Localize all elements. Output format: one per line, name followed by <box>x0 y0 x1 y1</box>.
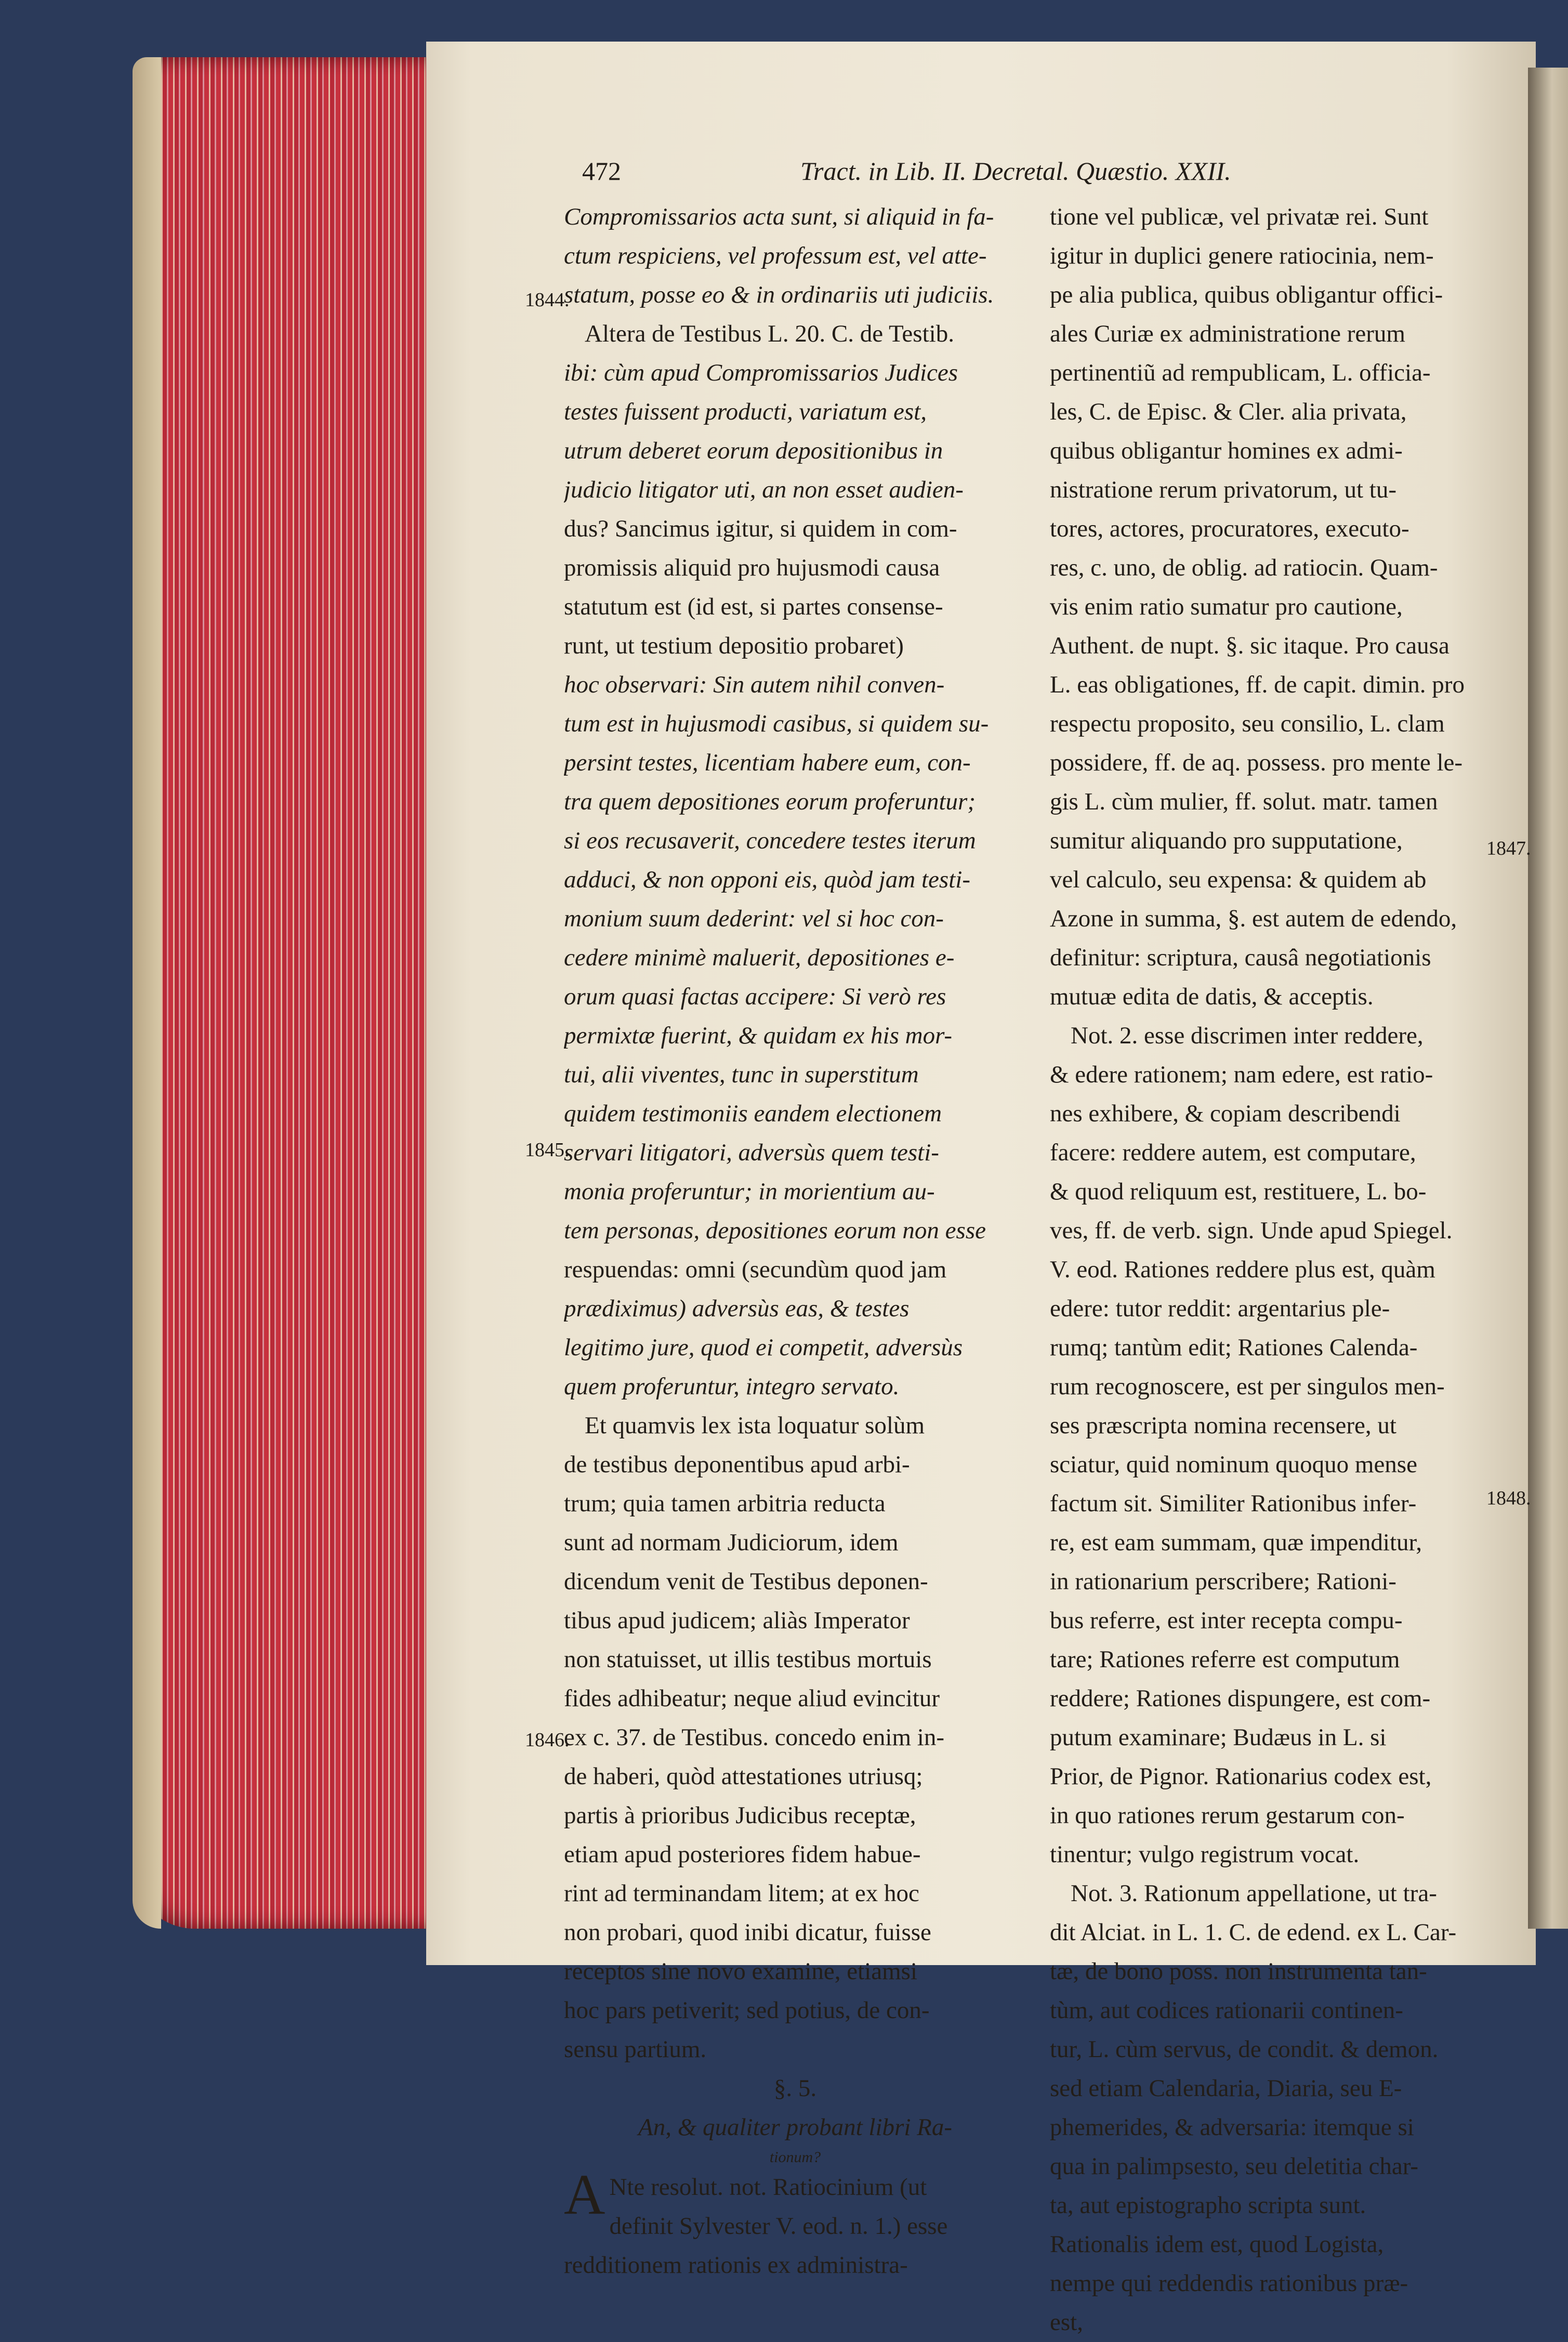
text-line: nes exhibere, & copiam describendi <box>1050 1100 1401 1127</box>
red-page-edges <box>133 57 442 1929</box>
text-line: rumq; tantùm edit; Rationes Calenda- <box>1050 1334 1418 1361</box>
text-line: de haberi, quòd attestationes utriusq; <box>564 1763 923 1790</box>
text-line: tui, alii viventes, tunc in superstitum <box>564 1061 919 1088</box>
text-line: edere: tutor reddit: argentarius ple- <box>1050 1295 1390 1322</box>
text-line: in rationarium perscribere; Rationi- <box>1050 1568 1396 1595</box>
text-line: vel calculo, seu expensa: & quidem ab <box>1050 866 1427 893</box>
page-number: 472 <box>582 156 621 186</box>
text-line: tum est in hujusmodi casibus, si quidem su- <box>564 710 989 737</box>
text-line: statutum est (id est, si partes consense- <box>564 593 943 620</box>
text-line: Prior, de Pignor. Rationarius codex est, <box>1050 1763 1432 1790</box>
text-line: utrum deberet eorum depositionibus in <box>564 437 943 464</box>
text-line: Altera de Testibus L. 20. C. de Testib. <box>585 320 954 347</box>
text-line: vis enim ratio sumatur pro cautione, <box>1050 593 1403 620</box>
text-line: Et quamvis lex ista loquatur solùm <box>585 1412 925 1439</box>
margin-number-1848: 1848. <box>1486 1487 1531 1509</box>
text-line: possidere, ff. de aq. possess. pro mente le- <box>1050 749 1463 776</box>
text-line: judicio litigator uti, an non esset audien- <box>564 476 964 503</box>
text-line: re, est eam summam, quæ impenditur, <box>1050 1529 1422 1556</box>
text-line: prædiximus) adversùs eas, & testes <box>564 1295 910 1322</box>
text-line: tare; Rationes referre est computum <box>1050 1646 1400 1673</box>
page-header <box>582 146 1330 192</box>
text-line: Not. 2. esse discrimen inter reddere, <box>1071 1022 1424 1049</box>
text-line: phemerides, & adversaria: itemque si <box>1050 2114 1414 2141</box>
text-line: tùm, aut codices rationarii continen- <box>1050 1997 1403 2024</box>
margin-number-1846: 1846. <box>525 1729 570 1751</box>
text-line: sensu partium. <box>564 2036 707 2063</box>
text-line: bus referre, est inter recepta compu- <box>1050 1607 1403 1634</box>
text-line: tæ, de bono poss. non instrumenta tan- <box>1050 1958 1427 1985</box>
text-line: factum sit. Similiter Rationibus infer- <box>1050 1490 1417 1517</box>
text-line: sumitur aliquando pro supputatione, <box>1050 827 1403 854</box>
text-line: orum quasi factas accipere: Si verò res <box>564 983 946 1010</box>
text-line: igitur in duplici genere ratiocinia, nem- <box>1050 242 1434 269</box>
text-line: tra quem depositiones eorum proferuntur; <box>564 788 976 815</box>
text-line: definit Sylvester V. eod. n. 1.) esse <box>609 2213 948 2240</box>
text-line: adduci, & non opponi eis, quòd jam testi- <box>564 866 970 893</box>
text-line: receptos sine novo examine, etiamsi <box>564 1958 917 1985</box>
margin-number-1847: 1847. <box>1486 838 1531 859</box>
text-line: ales Curiæ ex administratione rerum <box>1050 320 1405 347</box>
text-line: & edere rationem; nam edere, est ratio- <box>1050 1061 1433 1088</box>
text-line: hoc pars petiverit; sed potius, de con- <box>564 1997 930 2024</box>
text-line: monia proferuntur; in morientium au- <box>564 1178 935 1205</box>
text-line: Not. 3. Rationum appellatione, ut tra- <box>1071 1880 1437 1907</box>
book-spine-edge <box>133 57 161 1929</box>
text-line: permixtæ fuerint, & quidam ex his mor- <box>564 1022 953 1049</box>
text-line: dus? Sancimus igitur, si quidem in com- <box>564 515 957 542</box>
text-line: facere: reddere autem, est computare, <box>1050 1139 1416 1166</box>
text-line: sunt ad normam Judiciorum, idem <box>564 1529 899 1556</box>
text-line: trum; quia tamen arbitria reducta <box>564 1490 886 1517</box>
text-line: tione vel publicæ, vel privatæ rei. Sunt <box>1050 203 1429 230</box>
text-line: ex c. 37. de Testibus. concedo enim in- <box>564 1724 944 1751</box>
text-line: pe alia publica, quibus obligantur offici- <box>1050 281 1443 308</box>
section-heading: An, & qualiter probant libri Ra- <box>638 2114 953 2141</box>
text-line: tem personas, depositiones eorum non esse <box>564 1217 986 1244</box>
text-line: servari litigatori, adversùs quem testi- <box>564 1139 939 1166</box>
running-title: Tract. in Lib. II. Decretal. Quæstio. XXII. <box>800 156 1231 186</box>
text-line: monium suum dederint: vel si hoc con- <box>564 905 944 932</box>
facing-page-edge <box>1528 68 1568 1929</box>
margin-number-1844: 1844. <box>525 289 570 311</box>
text-line: fides adhibeatur; neque aliud evincitur <box>564 1685 940 1712</box>
text-line: dicendum venit de Testibus deponen- <box>564 1568 928 1595</box>
text-line: tinentur; vulgo registrum vocat. <box>1050 1841 1360 1868</box>
text-line: partis à prioribus Judicibus receptæ, <box>564 1802 916 1829</box>
text-line: mutuæ edita de datis, & acceptis. <box>1050 983 1374 1010</box>
text-line: nempe qui reddendis rationibus præ- <box>1050 2270 1408 2297</box>
text-line: cedere minimè maluerit, depositiones e- <box>564 944 955 971</box>
text-line: promissis aliquid pro hujusmodi causa <box>564 554 940 581</box>
text-line: sciatur, quid nominum quoquo mense <box>1050 1451 1417 1478</box>
text-line: si eos recusaverit, concedere testes iterum <box>564 827 976 854</box>
text-line: statum, posse eo & in ordinariis uti judiciis. <box>564 281 994 308</box>
left-column <box>564 198 1026 2285</box>
left-column-text <box>564 198 1026 2069</box>
text-line: etiam apud posteriores fidem habue- <box>564 1841 921 1868</box>
text-line: respuendas: omni (secundùm quod jam <box>564 1256 947 1283</box>
text-line: rint ad terminandam litem; at ex hoc <box>564 1880 919 1907</box>
text-line: V. eod. Rationes reddere plus est, quàm <box>1050 1256 1435 1283</box>
text-line: L. eas obligationes, ff. de capit. dimin. pro <box>1050 671 1465 698</box>
text-line: Compromissarios acta sunt, si aliquid in fa- <box>564 203 994 230</box>
text-line: ves, ff. de verb. sign. Unde apud Spiegel. <box>1050 1217 1453 1244</box>
text-line: quidem testimoniis eandem electionem <box>564 1100 942 1127</box>
text-line: res, c. uno, de oblig. ad ratiocin. Quam- <box>1050 554 1438 581</box>
text-line: testes fuissent producti, variatum est, <box>564 398 927 425</box>
text-line: quem proferuntur, integro servato. <box>564 1373 900 1400</box>
text-line: tores, actores, procuratores, executo- <box>1050 515 1409 542</box>
section-mark: §. 5. <box>773 2075 817 2102</box>
text-line: hoc observari: Sin autem nihil conven- <box>564 671 945 698</box>
right-column-text <box>1050 198 1481 2342</box>
text-line: Nte resolut. not. Ratiocinium (ut <box>609 2174 927 2201</box>
text-line: quibus obligantur homines ex admi- <box>1050 437 1403 464</box>
text-line: ses præscripta nomina recensere, ut <box>1050 1412 1396 1439</box>
text-line: runt, ut testium depositio probaret) <box>564 632 904 659</box>
margin-number-1845: 1845. <box>525 1139 570 1161</box>
text-line: qua in palimpsesto, seu deletitia char- <box>1050 2153 1419 2180</box>
text-line: non probari, quod inibi dicatur, fuisse <box>564 1919 931 1946</box>
text-line: gis L. cùm mulier, ff. solut. matr. tamen <box>1050 788 1438 815</box>
drop-cap: A <box>564 2163 605 2226</box>
section-opening <box>564 2163 1026 2285</box>
text-line: ibi: cùm apud Compromissarios Judices <box>564 359 958 386</box>
text-line: non statuisset, ut illis testibus mortuis <box>564 1646 932 1673</box>
text-line: & quod reliquum est, restituere, L. bo- <box>1050 1178 1427 1205</box>
text-line: sed etiam Calendaria, Diaria, seu E- <box>1050 2075 1402 2102</box>
text-line: legitimo jure, quod ei competit, adversùs <box>564 1334 963 1361</box>
text-line: pertinentiũ ad rempublicam, L. officia- <box>1050 359 1431 386</box>
text-line: redditionem rationis ex administra- <box>564 2252 908 2279</box>
text-line: definitur: scriptura, causâ negotiationis <box>1050 944 1431 971</box>
text-line: respectu proposito, seu consilio, L. clam <box>1050 710 1445 737</box>
text-line: in quo rationes rerum gestarum con- <box>1050 1802 1405 1829</box>
text-line: nistratione rerum privatorum, ut tu- <box>1050 476 1396 503</box>
text-line: de testibus deponentibus apud arbi- <box>564 1451 910 1478</box>
text-line: tur, L. cùm servus, de condit. & demon. <box>1050 2036 1439 2063</box>
text-line: ctum respiciens, vel professum est, vel atte- <box>564 242 987 269</box>
section-heading-continuation: tionum? <box>769 2149 821 2166</box>
text-line: reddere; Rationes dispungere, est com- <box>1050 1685 1431 1712</box>
text-line: Azone in summa, §. est autem de edendo, <box>1050 905 1457 932</box>
text-line: dit Alciat. in L. 1. C. de edend. ex L. Car- <box>1050 1919 1457 1946</box>
text-line: Rationalis idem est, quod Logista, <box>1050 2231 1384 2258</box>
text-line: rum recognoscere, est per singulos men- <box>1050 1373 1445 1400</box>
text-line: les, C. de Episc. & Cler. alia privata, <box>1050 398 1407 425</box>
text-line: persint testes, licentiam habere eum, con- <box>564 749 971 776</box>
right-column <box>1050 198 1481 2342</box>
text-line: putum examinare; Budæus in L. si <box>1050 1724 1387 1751</box>
text-line: tibus apud judicem; aliàs Imperator <box>564 1607 910 1634</box>
text-line: Authent. de nupt. §. sic itaque. Pro causa <box>1050 632 1450 659</box>
text-line: ta, aut epistographo scripta sunt. <box>1050 2192 1366 2219</box>
text-line: est, <box>1050 2309 1083 2336</box>
